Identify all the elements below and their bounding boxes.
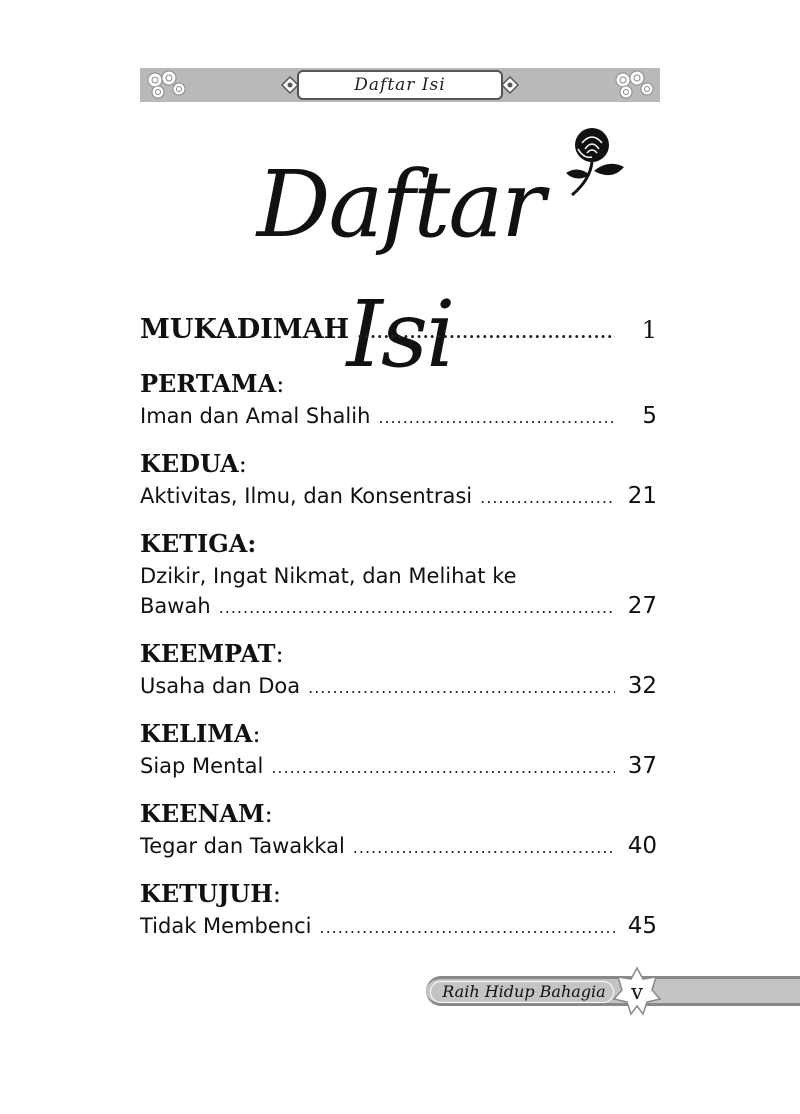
dot-leader	[353, 833, 615, 863]
flourish-right-icon	[500, 74, 520, 96]
topic-title-cont: Bawah	[140, 594, 211, 618]
toc-entry-mukadimah[interactable]	[140, 310, 657, 353]
page-number: 45	[627, 913, 657, 939]
page-number: 5	[642, 403, 657, 429]
rose-cluster-icon	[612, 69, 658, 101]
toc-entry-kedua[interactable]: KEDUA : Aktivitas, Ilmu, dan Konsentrasi ..... 21	[140, 447, 657, 513]
rose-cluster-icon	[144, 69, 190, 101]
dot-leader	[219, 593, 615, 623]
page-number: 37	[627, 753, 657, 779]
topic-title: Usaha dan Doa	[140, 674, 301, 698]
chapter-title: KELIMA	[140, 719, 253, 748]
toc-entry-pertama[interactable]: PERTAMA : Iman dan Amal Shalih ..... 5	[140, 367, 657, 433]
dot-leader	[308, 673, 615, 703]
footer-book-title: Raih Hidup Bahagia	[442, 982, 606, 1001]
page-title: Daftar Isi	[256, 151, 544, 388]
page-number: 1	[641, 316, 657, 344]
page-number: 32	[627, 673, 657, 699]
running-header-label: Daftar Isi	[354, 75, 446, 95]
page-number-footer: v	[631, 980, 643, 1004]
chapter-title: KEEMPAT	[140, 639, 276, 668]
toc-entry-ketiga[interactable]	[140, 527, 657, 623]
dot-leader	[378, 403, 615, 433]
chapter-title: KETUJUH	[140, 879, 273, 908]
toc-entry-keempat[interactable]: KEEMPAT : Usaha dan Doa ..... 32	[140, 637, 657, 703]
toc-entry-kelima[interactable]: KELIMA : Siap Mental ..... 37	[140, 717, 657, 783]
chapter-title: PERTAMA	[140, 369, 277, 398]
page-number: 21	[627, 483, 657, 509]
toc-entry-keenam[interactable]: KEENAM : Tegar dan Tawakkal ..... 40	[140, 797, 657, 863]
chapter-title: KEENAM	[140, 799, 265, 828]
topic-title: Iman dan Amal Shalih	[140, 404, 371, 428]
dot-leader	[320, 913, 616, 943]
table-of-contents	[140, 310, 657, 957]
page-number: 40	[627, 833, 657, 859]
topic-title: Dzikir, Ingat Nikmat, dan Melihat ke	[140, 564, 517, 588]
topic-title: Tegar dan Tawakkal	[140, 834, 345, 858]
topic-title: Siap Mental	[140, 754, 264, 778]
dot-leader	[480, 483, 615, 513]
running-header	[297, 70, 503, 100]
rose-icon	[560, 125, 632, 205]
chapter-title: KETIGA:	[140, 529, 257, 558]
page-number: 27	[627, 593, 657, 619]
dot-leader	[357, 313, 615, 353]
chapter-title: MUKADIMAH	[140, 314, 350, 345]
topic-title: Aktivitas, Ilmu, dan Konsentrasi	[140, 484, 473, 508]
dot-leader	[271, 753, 615, 783]
topic-title: Tidak Membenci	[140, 914, 312, 938]
toc-entry-ketujuh[interactable]: KETUJUH : Tidak Membenci ..... 45	[140, 877, 657, 943]
chapter-title: KEDUA	[140, 449, 239, 478]
